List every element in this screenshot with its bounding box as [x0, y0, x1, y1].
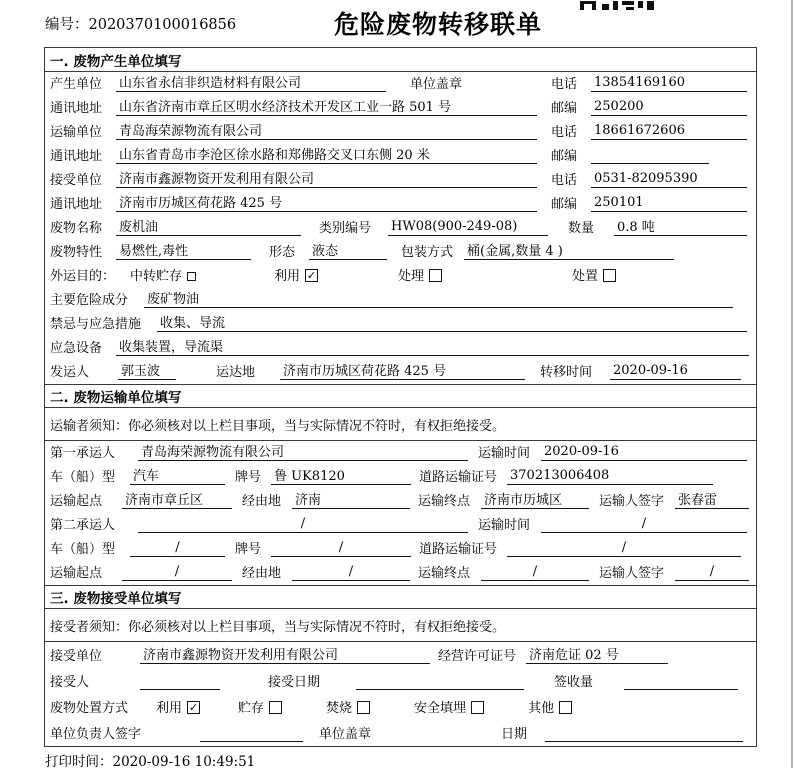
- field-value: 18661672606: [591, 123, 747, 140]
- receiver-notice: 接受者须知：你必须核对以上栏目事项，当与实际情况不符时，有权拒绝接受。: [45, 609, 756, 642]
- emergency-measures-row: [45, 312, 756, 336]
- field-label: 单位负责人签字: [50, 727, 142, 742]
- field-value: 鲁 UK8120: [271, 465, 411, 485]
- field-value: 250101: [591, 195, 747, 212]
- field-label: 转移时间: [540, 365, 593, 380]
- option-label: 其他: [528, 701, 555, 716]
- field-label: 外运目的：: [50, 269, 116, 284]
- checkbox-checked: ✓: [188, 701, 199, 714]
- field-value: 济南市鑫源物资开发利用有限公司: [140, 644, 430, 664]
- field-value: 液态: [309, 240, 387, 260]
- option-label: 中转贮存: [130, 269, 183, 284]
- option-label: 处置: [572, 269, 599, 284]
- serial-label: 编号：: [45, 17, 89, 33]
- seal-label: 单位盖章: [319, 727, 372, 742]
- field-value: [624, 673, 738, 690]
- field-value: 250200: [591, 99, 747, 116]
- checkbox-unchecked: [603, 269, 616, 282]
- field-label: 包装方式: [401, 245, 454, 260]
- row-left-group: [50, 72, 545, 92]
- checkbox-unchecked: [471, 701, 484, 714]
- second-carrier-row: [45, 513, 756, 537]
- field-value: /: [507, 540, 741, 557]
- field-label: 签收量: [554, 675, 594, 690]
- disposal-method-row: [45, 694, 756, 720]
- row-left-group: [50, 192, 545, 212]
- receiver-unit-row: [45, 168, 756, 192]
- option-label: 利用: [274, 269, 301, 284]
- print-time-value: 2020-09-16 10:49:51: [112, 754, 256, 768]
- field-label: 邮编: [551, 149, 578, 164]
- vehicle-row-1: [45, 465, 756, 489]
- field-value: 收集、导流: [157, 312, 747, 332]
- qr-pattern: [580, 1, 654, 10]
- field-label: 运达地: [216, 365, 256, 380]
- field-value: 2020-09-16: [610, 363, 741, 380]
- field-value: 山东省青岛市李沧区徐水路和郑佛路交叉口东侧 20 米: [116, 144, 537, 164]
- field-value: 济南市章丘区: [122, 489, 232, 509]
- serial-value: 2020370100016856: [88, 17, 237, 33]
- manifest-form: [44, 47, 757, 747]
- field-value: 青岛海荣源物流有限公司: [138, 441, 468, 461]
- field-label: 接受日期: [268, 675, 321, 690]
- field-label: 运输时间: [478, 446, 531, 461]
- field-value: /: [481, 564, 589, 581]
- field-label: 运输单位: [50, 125, 103, 140]
- field-label: 电话: [551, 125, 578, 140]
- field-label: 邮编: [551, 197, 578, 212]
- option-label: 焚烧: [326, 701, 353, 716]
- field-label: 废物名称: [50, 221, 103, 236]
- field-label: 电话: [551, 173, 578, 188]
- field-value: 13854169160: [591, 75, 747, 92]
- field-label: 通讯地址: [50, 149, 103, 164]
- field-label: 应急设备: [50, 341, 103, 356]
- print-time: [45, 750, 255, 768]
- field-value: 易燃性,毒性: [116, 240, 251, 260]
- field-value: 济南市历城区荷花路 425 号: [116, 192, 537, 212]
- option-label: 利用: [156, 701, 183, 716]
- checkbox-unchecked: [559, 701, 572, 714]
- row-left-group: [50, 144, 545, 164]
- field-value: 济南: [292, 489, 410, 509]
- field-value: 山东省永信非织造材料有限公司: [116, 72, 386, 92]
- waste-name-row: [45, 216, 756, 240]
- field-label: 车（船）型: [50, 542, 116, 557]
- row-left-group: [50, 168, 545, 188]
- field-label: 运输时间: [478, 518, 531, 533]
- receiver-person-row: [45, 668, 756, 694]
- field-value: /: [138, 516, 468, 533]
- field-label: 运输终点: [418, 566, 471, 581]
- field-label: 牌号: [235, 470, 262, 485]
- field-value: [200, 725, 303, 742]
- page-title: 危险废物转移联单: [334, 10, 543, 39]
- emergency-equipment-row: [45, 336, 756, 360]
- producer-address-row: [45, 96, 756, 120]
- route-row-2: [45, 561, 756, 585]
- field-value: 0.8 吨: [614, 216, 747, 236]
- field-value: 桶(金属,数量 4 ): [464, 240, 674, 260]
- consignor-row: [45, 360, 756, 384]
- field-value: /: [271, 540, 411, 557]
- receiving-unit-row: [45, 642, 756, 668]
- checkbox-unchecked: [187, 272, 196, 281]
- producer-unit-row: [45, 72, 756, 96]
- checkbox-unchecked: [357, 701, 370, 714]
- responsible-sign-row: [45, 720, 756, 746]
- field-label: 数量: [568, 221, 595, 236]
- field-label: 经营许可证号: [438, 649, 517, 664]
- field-value: 济南市鑫源物资开发利用有限公司: [116, 168, 537, 188]
- field-value: 收集装置，导流渠: [116, 336, 749, 356]
- field-value: [140, 673, 220, 690]
- field-value: 0531-82095390: [591, 171, 747, 188]
- field-label: 接受单位: [50, 173, 103, 188]
- field-value: 济南市历城区: [481, 489, 589, 509]
- field-value: [591, 147, 709, 164]
- section2-header: 二. 废物运输单位填写: [45, 384, 756, 408]
- option-label: 安全填埋: [414, 701, 467, 716]
- hazard-component-row: [45, 288, 756, 312]
- field-label: 通讯地址: [50, 101, 103, 116]
- checkbox-unchecked: [269, 701, 282, 714]
- field-label: 类别编号: [319, 221, 372, 236]
- option-label: 处理: [398, 269, 425, 284]
- field-value: 青岛海荣源物流有限公司: [116, 120, 537, 140]
- transport-unit-row: [45, 120, 756, 144]
- first-carrier-row: [45, 441, 756, 465]
- receiver-address-row: [45, 192, 756, 216]
- seal-label: 单位盖章: [410, 77, 463, 92]
- field-value: /: [122, 564, 232, 581]
- field-label: 形态: [269, 245, 296, 260]
- field-value: HW08(900-249-08): [388, 219, 548, 236]
- field-value: /: [541, 516, 747, 533]
- field-value: /: [675, 564, 749, 581]
- transfer-purpose-row: [45, 264, 756, 288]
- field-value: 废机油: [116, 216, 301, 236]
- field-label: 牌号: [235, 542, 262, 557]
- field-label: 经由地: [242, 494, 282, 509]
- serial-number: [45, 13, 236, 34]
- field-label: 运输终点: [418, 494, 471, 509]
- section1-header: 一. 废物产生单位填写: [45, 48, 756, 72]
- field-label: 废物特性: [50, 245, 103, 260]
- field-value: 370213006408: [507, 468, 713, 485]
- checkbox-unchecked: [429, 269, 442, 282]
- field-value: /: [292, 564, 410, 581]
- waste-property-row: [45, 240, 756, 264]
- field-label: 禁忌与应急措施: [50, 317, 142, 332]
- field-label: 接受人: [50, 675, 90, 690]
- field-label: 道路运输证号: [419, 470, 498, 485]
- field-label: 邮编: [551, 101, 578, 116]
- transport-address-row: [45, 144, 756, 168]
- field-value: 郭玉波: [118, 360, 176, 380]
- field-value: 2020-09-16: [541, 444, 747, 461]
- field-label: 道路运输证号: [419, 542, 498, 557]
- field-label: 电话: [551, 77, 578, 92]
- field-value: /: [130, 540, 225, 557]
- field-label: 主要危险成分: [50, 293, 129, 308]
- field-label: 第二承运人: [50, 518, 116, 533]
- field-label: 接受单位: [50, 649, 103, 664]
- route-row-1: [45, 489, 756, 513]
- checkbox-checked: ✓: [306, 269, 317, 282]
- field-label: 日期: [501, 727, 528, 742]
- row-left-group: [50, 120, 545, 140]
- row-left-group: [50, 96, 545, 116]
- page-edge-line: [791, 0, 793, 768]
- field-value: [356, 673, 524, 690]
- field-label: 经由地: [242, 566, 282, 581]
- field-label: 产生单位: [50, 77, 103, 92]
- print-time-label: 打印时间：: [45, 754, 113, 768]
- vehicle-row-2: [45, 537, 756, 561]
- field-label: 废物处置方式: [50, 701, 129, 716]
- field-value: 山东省济南市章丘区明水经济技术开发区工业一路 501 号: [116, 96, 537, 116]
- field-label: 发运人: [50, 365, 90, 380]
- transporter-notice: 运输者须知：你必须核对以上栏目事项，当与实际情况不符时，有权拒绝接受。: [45, 408, 756, 441]
- field-value: 济南市历城区荷花路 425 号: [280, 360, 525, 380]
- qr-code-fragment: [580, 0, 654, 10]
- field-label: 运输人签字: [599, 566, 665, 581]
- field-label: 运输起点: [50, 494, 103, 509]
- field-label: 运输人签字: [599, 494, 665, 509]
- section3-header: 三. 废物接受单位填写: [45, 585, 756, 609]
- field-label: 运输起点: [50, 566, 103, 581]
- field-value: 张春雷: [675, 489, 749, 509]
- option-label: 贮存: [238, 701, 265, 716]
- field-value: 汽车: [130, 465, 225, 485]
- field-label: 通讯地址: [50, 197, 103, 212]
- field-value: [545, 725, 743, 742]
- field-value: 济南危证 02 号: [526, 644, 668, 664]
- field-label: 车（船）型: [50, 470, 116, 485]
- field-label: 第一承运人: [50, 446, 116, 461]
- field-value: 废矿物油: [144, 288, 733, 308]
